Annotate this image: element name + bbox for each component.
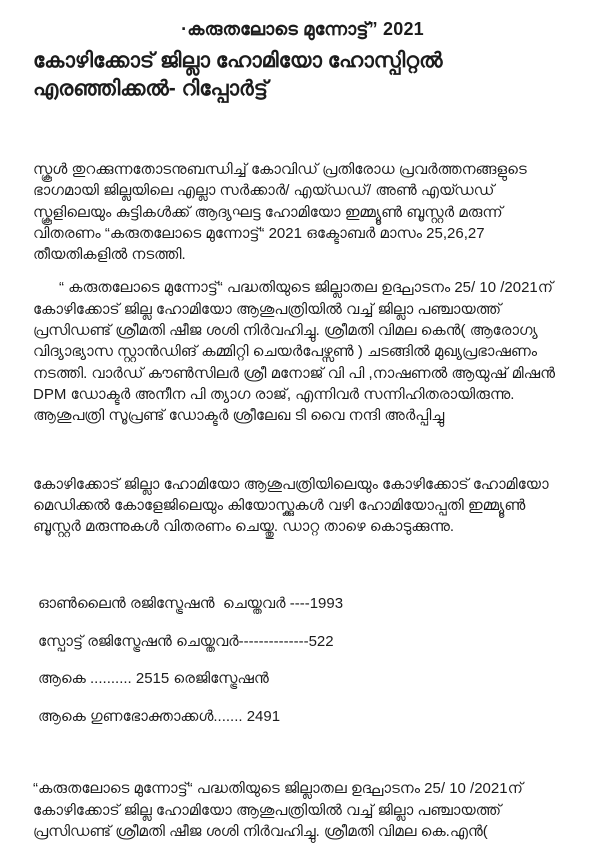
document-title: ·കരുതലോടെ മുന്നോട്ട്” 2021 [181,19,424,39]
stat-total-registration: ആകെ .......... 2515 രെജിസ്ട്രേഷൻ [38,670,269,688]
paragraph-kiosk-distribution: കോഴിക്കോട് ജില്ലാ ഹോമിയോ ആശുപത്രിയിലെയും കോഴിക്കോട് ഹോമിയോ മെഡിക്കൽ കോളേജിലെയും കിയോസ്ക്കുകൾ വഴി ഹോമിയോപ്പതി ഇമ്മ്യൂൺ ബൂസ്റ്റർ മരുന്നുകൾ വിതരണം ചെയ്തു. ഡാറ്റ താഴെ കൊടുക്കുന്നു. [33,475,549,536]
stat-spot-registration: സ്പോട്ട് രജിസ്ട്രേഷൻ ചെയ്തവർ--------------522 [38,632,334,650]
registration-stats [33,594,572,726]
paragraph-school-distribution: സ്കൂൾ തുറക്കുന്നതോടനുബന്ധിച്ച് കോവിഡ് പ്രതിരോധ പ്രവർത്തനങ്ങളുടെ ഭാഗമായി ജില്ലയിലെ എല്ലാ സർക്കാർ/ എയ്ഡഡ്/ അൺ എയ്ഡഡ് സ്കൂളിലെയും കുട്ടികൾക്ക് ആദ്യഘട്ട ഹോമിയോ ഇമ്മ്യൂൺ ബൂസ്റ്റർ മരുന്ന് വിതരണം “കരുതലോടെ മുന്നോട്ട്“ 2021 ഒക്ടോബർ മാസം 25,26,27 തീയതികളിൽ നടത്തി. [33,160,527,264]
stat-online-registration: ഓൺലൈൻ രജിസ്ട്രേഷൻ ചെയ്തവർ ----1993 [38,595,344,613]
paragraph-inauguration-repeat: “കരുതലോടെ മുന്നോട്ട്“ പദ്ധതിയുടെ ജില്ലാതല ഉദ്ഘാടനം 25/ 10 /2021ന് കോഴിക്കോട് ജില്ല ഹോമിയോ ആശുപത്രിയിൽ വച്ച് ജില്ലാ പഞ്ചായത്ത് പ്രസിഡണ്ട് ശ്രീമതി ഷീജ ശശി നിർവഹിച്ചു. ശ്രീമതി വിമല കെ.എൻ( [33,780,523,841]
document-heading: കോഴിക്കോട് ജില്ലാ ഹോമിയോ ഹോസ്പിറ്റൽ എരഞ്ഞിക്കൽ- റിപ്പോർട്ട് [33,49,443,100]
stat-total-beneficiaries: ആകെ ഗുണഭോക്താക്കൾ....... 2491 [38,707,281,725]
paragraph-inauguration: “ കരുതലോടെ മുന്നോട്ട്“ പദ്ധതിയുടെ ജില്ലാതല ഉദ്ഘാടനം 25/ 10 /2021ന് കോഴിക്കോട് ജില്ല ഹോമിയോ ആശുപത്രിയിൽ വച്ച് ജില്ലാ പഞ്ചായത്ത് പ്രസിഡണ്ട് ശ്രീമതി ഷീജ ശശി നിർവഹിച്ചു. ശ്രീമതി വിമല കെൻ( ആരോഗ്യ വിദ്യാഭ്യാസ സ്റ്റാൻഡിങ് കമ്മിറ്റി ചെയർപേഴ്സൺ ) ചടങ്ങിൽ മുഖ്യപ്രഭാഷണം നടത്തി. വാർഡ് കൗൺസിലർ ശ്രീ മനോജ് വി പി ,നാഷണൽ ആയുഷ് മിഷൻ DPM ഡോക്ടർ അനീന പി ത്യാഗ രാജ്, എന്നിവർ സന്നിഹിതരായിരുന്നു. ആശുപത്രി സൂപ്രണ്ട് ഡോക്ടർ ശ്രീലേഖ ടി വൈ നന്ദി അർപ്പിച്ചു [33,279,556,425]
